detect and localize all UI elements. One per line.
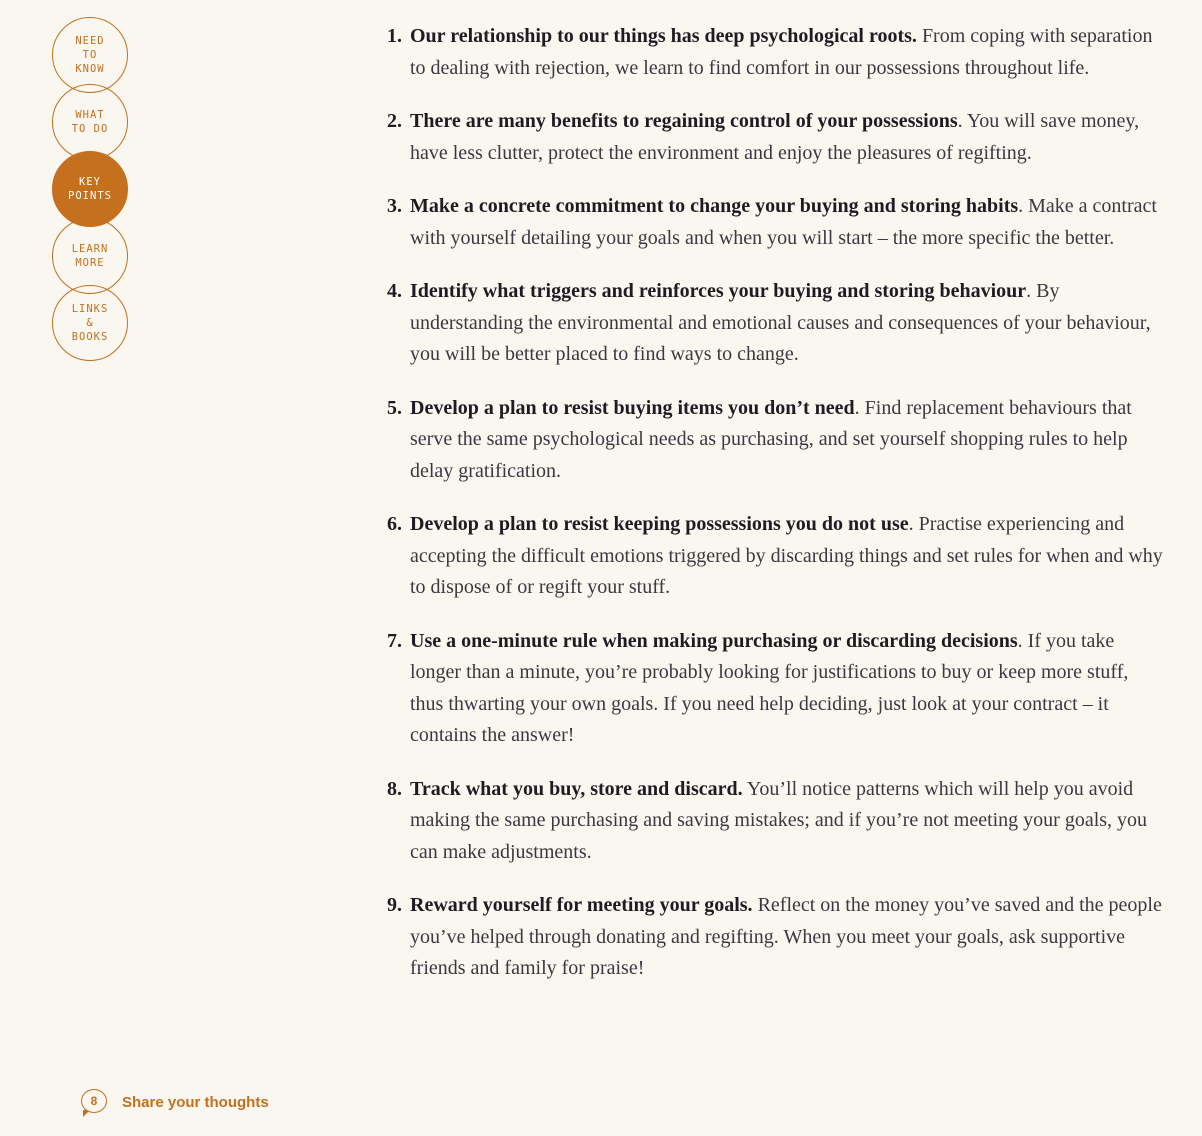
- key-point-number: 9.: [387, 894, 402, 916]
- key-point-title: Make a concrete commitment to change your buying and storing habits: [410, 195, 1019, 217]
- nav-need-to-know[interactable]: [52, 17, 128, 93]
- key-point-title: Our relationship to our things has deep psychological roots.: [410, 25, 917, 47]
- key-point-item: [387, 509, 1166, 604]
- nav-label-line: MORE: [75, 257, 105, 269]
- nav-what-to-do[interactable]: [52, 84, 128, 160]
- nav-label-line: BOOKS: [71, 331, 109, 343]
- nav-label-line: POINTS: [68, 190, 112, 202]
- key-point-body: . By understanding the environmental and emotional causes and consequences of your behaviour, you will be better placed to find ways to change.: [410, 280, 1151, 365]
- key-point-item: [387, 626, 1166, 752]
- key-point-item: [387, 191, 1166, 254]
- comments-bubble-icon[interactable]: [80, 1089, 108, 1115]
- key-point-body: . If you take longer than a minute, you’re probably looking for justifications to buy or keep more stuff, thus thwarting your own goals. If you need help deciding, just look at your contract – it contains the answer!: [410, 629, 1129, 746]
- key-point-item: [387, 393, 1166, 488]
- key-point-item: [387, 774, 1166, 869]
- section-nav: [52, 17, 128, 361]
- nav-label-line: &: [86, 317, 94, 329]
- key-point-item: [387, 890, 1166, 985]
- key-point-title: Track what you buy, store and discard.: [410, 777, 743, 800]
- key-point-body: Reflect on the money you’ve saved and the people you’ve helped through donating and regifting. When you meet your goals, ask supportive friends and family for praise!: [410, 894, 1162, 979]
- key-point-number: 5.: [387, 396, 402, 419]
- key-point-number: 2.: [387, 110, 402, 132]
- key-point-item: [387, 21, 1166, 84]
- key-point-body: . Find replacement behaviours that serve the same psychological needs as purchasing, and set yourself shopping rules to help delay gratification.: [410, 396, 1132, 482]
- key-point-number: 1.: [387, 25, 402, 47]
- nav-label-line: KEY: [79, 176, 101, 188]
- nav-key-points[interactable]: [52, 151, 128, 227]
- key-point-body: You’ll notice patterns which will help you avoid making the same purchasing and saving mistakes; and if you’re not meeting your goals, you can make adjustments.: [410, 777, 1148, 863]
- key-point-title: Develop a plan to resist keeping possessions you do not use: [410, 513, 909, 535]
- comment-count: 8: [81, 1089, 107, 1113]
- key-point-body: From coping with separation to dealing with rejection, we learn to find comfort in our possessions throughout life.: [410, 25, 1153, 79]
- nav-label-line: NEED: [75, 35, 105, 47]
- nav-links-books[interactable]: [52, 285, 128, 361]
- key-point-body: . Practise experiencing and accepting the difficult emotions triggered by discarding things and set rules for when and why to dispose of or regift your stuff.: [410, 513, 1163, 598]
- key-point-number: 8.: [387, 777, 402, 800]
- key-point-title: There are many benefits to regaining control of your possessions: [410, 110, 958, 132]
- nav-label-line: LEARN: [71, 243, 109, 255]
- key-point-title: Develop a plan to resist buying items you don’t need: [410, 396, 855, 419]
- nav-label-line: TO DO: [71, 123, 109, 135]
- key-points-section: [387, 21, 1166, 1007]
- nav-label-line: WHAT: [75, 109, 105, 121]
- key-point-number: 4.: [387, 280, 402, 302]
- key-point-body: . Make a contract with yourself detailing your goals and when you will start – the more specific the better.: [410, 195, 1157, 249]
- nav-label-line: TO: [82, 49, 98, 61]
- nav-label-line: LINKS: [71, 303, 109, 315]
- key-point-item: [387, 106, 1166, 169]
- nav-learn-more[interactable]: [52, 218, 128, 294]
- share-your-thoughts: [80, 1089, 269, 1115]
- key-points-list: [387, 21, 1166, 985]
- key-point-number: 3.: [387, 195, 402, 217]
- nav-label-line: KNOW: [75, 63, 105, 75]
- key-point-number: 6.: [387, 513, 402, 535]
- key-point-title: Identify what triggers and reinforces your buying and storing behaviour: [410, 280, 1027, 302]
- key-point-item: [387, 276, 1166, 371]
- key-point-body: . You will save money, have less clutter, protect the environment and enjoy the pleasures of regifting.: [410, 110, 1140, 164]
- key-point-number: 7.: [387, 629, 402, 652]
- key-point-title: Use a one-minute rule when making purchasing or discarding decisions: [410, 629, 1018, 652]
- share-label[interactable]: Share your thoughts: [122, 1093, 269, 1111]
- key-point-title: Reward yourself for meeting your goals.: [410, 894, 753, 916]
